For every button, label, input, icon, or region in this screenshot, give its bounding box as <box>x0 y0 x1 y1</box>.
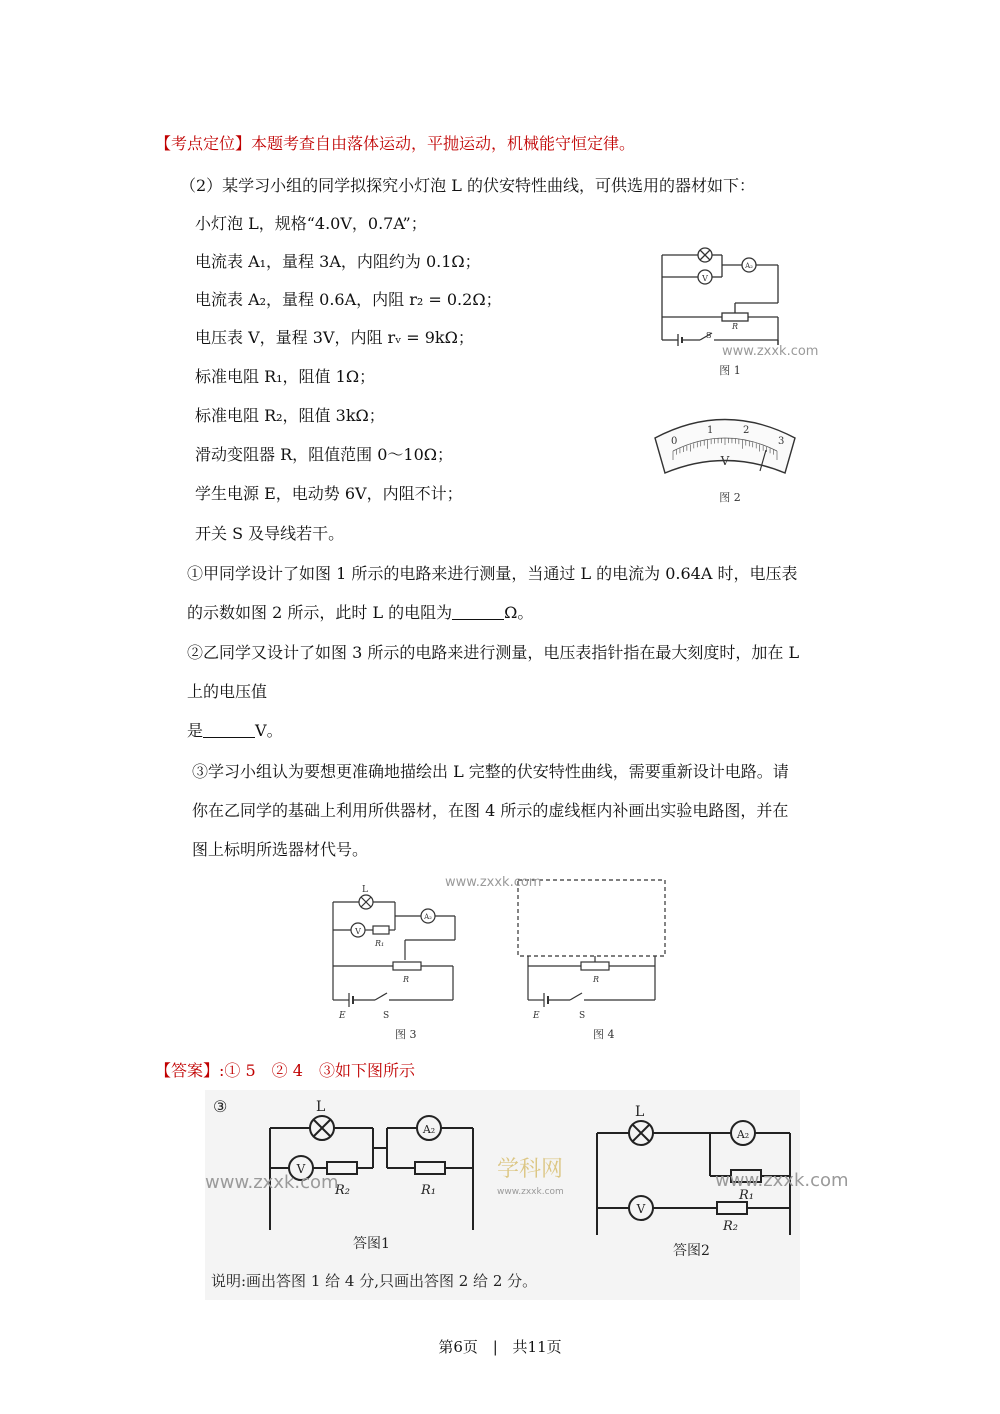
item-rheostat: 滑动变阻器 R，阻值范围 0～10Ω； <box>195 445 454 464</box>
answer-watermark-3: www.zxxk.com <box>715 1170 849 1191</box>
question-2-text: 是 <box>187 721 204 740</box>
fig3-rheostat-label: R <box>403 975 410 984</box>
figure-2-meter <box>645 403 805 508</box>
answer-fig2-ammeter-symbol: A₂ <box>736 1128 750 1141</box>
fig4-source-label: E <box>533 1011 540 1021</box>
fig3-r1-label: R₁ <box>375 939 385 948</box>
answer-fig1-r2-label: R₂ <box>335 1183 350 1198</box>
answer-fig1-caption: 答图1 <box>353 1236 390 1252</box>
item-lamp: 小灯泡 L，规格“4.0V，0.7A”； <box>195 214 427 233</box>
fig3-watermark: www.zxxk.com <box>445 875 542 890</box>
answer-text: ① 5 ② 4 ③如下图所示 <box>224 1061 415 1080</box>
meter-tick-2: 2 <box>743 425 750 436</box>
answer-fig2-voltmeter-symbol: V <box>636 1202 646 1216</box>
answer-figures <box>205 1090 849 1300</box>
question-1-line-2 <box>187 602 533 624</box>
fig1-ammeter-symbol: A₂ <box>745 262 753 270</box>
figure-3-4-circuits <box>325 872 665 1042</box>
fig1-rheostat-label: R <box>731 322 739 331</box>
answer-fig1-r1-label: R₁ <box>421 1183 436 1198</box>
item-switch: 开关 S 及导线若干。 <box>195 524 345 543</box>
item-resistor-r2: 标准电阻 R₂，阻值 3kΩ； <box>195 406 385 425</box>
fig3-caption: 图 3 <box>395 1028 417 1041</box>
answer-note: 说明:画出答图 1 给 4 分,只画出答图 2 给 2 分。 <box>211 1272 538 1290</box>
answer-watermark-cn: 学科网 <box>497 1157 564 1182</box>
item-resistor-r1: 标准电阻 R₁，阻值 1Ω； <box>195 367 376 386</box>
answer-line <box>155 1060 415 1082</box>
item-ammeter-a1: 电流表 A₁，量程 3A，内阻约为 0.1Ω； <box>195 252 481 271</box>
fig3-source-label: E <box>339 1011 346 1021</box>
question-2-line-3 <box>187 720 283 742</box>
problem-intro: （2）某学习小组的同学拟探究小灯泡 L 的伏安特性曲线，可供选用的器材如下： <box>180 176 755 195</box>
item-ammeter-a2: 电流表 A₂，量程 0.6A，内阻 r₂ = 0.2Ω； <box>195 290 502 309</box>
question-3-line-2: 你在乙同学的基础上利用所供器材，在图 4 所示的虚线框内补画出实验电路图，并在 <box>192 801 789 820</box>
fig3-switch-label: S <box>383 1011 390 1021</box>
footer-separator: | <box>492 1338 498 1356</box>
fig4-rheostat-label: R <box>593 975 600 984</box>
answer-part-3-marker: ③ <box>213 1097 228 1116</box>
footer-page-number: 第6页 <box>438 1338 478 1356</box>
fig4-switch-label: S <box>579 1011 586 1021</box>
question-3-line-1: ③学习小组认为要想更准确地描绘出 L 完整的伏安特性曲线，需要重新设计电路。请 <box>192 762 789 781</box>
question-2-unit: V。 <box>255 721 283 740</box>
footer-total-pages: 共11页 <box>512 1338 562 1356</box>
key-point-label: 【考点定位】 <box>155 134 252 153</box>
meter-symbol: V <box>720 454 730 468</box>
answer-fig1-ammeter-symbol: A₂ <box>422 1123 436 1136</box>
answer-watermark-2: www.zxxk.com <box>497 1187 564 1197</box>
question-1-text: 的示数如图 2 所示，此时 L 的电阻为 <box>187 603 453 622</box>
answer-fig2-r2-label: R₂ <box>723 1219 738 1234</box>
question-1-line-1: ①甲同学设计了如图 1 所示的电路来进行测量，当通过 L 的电流为 0.64A 时，电压表 <box>187 564 798 583</box>
fig1-switch-label: S <box>706 331 712 340</box>
question-2-line-1: ②乙同学又设计了如图 3 所示的电路来进行测量，电压表指针指在最大刻度时，加在 L <box>187 643 800 662</box>
question-2-line-2: 上的电压值 <box>187 682 268 701</box>
fig4-caption: 图 4 <box>593 1028 615 1041</box>
answer-fig1-lamp-label: L <box>316 1099 326 1115</box>
answer-fig2-caption: 答图2 <box>673 1243 710 1259</box>
fig2-caption: 图 2 <box>719 491 741 504</box>
meter-tick-1: 1 <box>707 425 714 436</box>
answer-blank-2[interactable] <box>203 721 255 738</box>
question-3-line-3: 图上标明所选器材代号。 <box>192 840 369 859</box>
answer-blank-1[interactable] <box>452 603 504 620</box>
fig3-ammeter-symbol: A₂ <box>424 913 432 921</box>
fig3-lamp-label: L <box>362 885 368 895</box>
meter-tick-0: 0 <box>671 436 678 447</box>
answer-label: 【答案】: <box>155 1061 225 1080</box>
fig1-watermark: www.zxxk.com <box>722 344 819 359</box>
key-point-heading <box>155 133 635 155</box>
meter-tick-3: 3 <box>778 436 785 447</box>
fig1-voltmeter-symbol: V <box>702 274 708 283</box>
answer-watermark-1: www.zxxk.com <box>205 1172 339 1193</box>
key-point-text: 本题考查自由落体运动，平抛运动，机械能守恒定律。 <box>251 134 636 153</box>
answer-fig2-lamp-label: L <box>635 1104 645 1120</box>
page-footer <box>0 1336 1000 1357</box>
answer-fig2-r1-label: R₁ <box>739 1188 754 1203</box>
fig3-voltmeter-symbol: V <box>355 927 361 936</box>
item-power-supply: 学生电源 E，电动势 6V，内阻不计； <box>195 484 463 503</box>
fig1-caption: 图 1 <box>719 364 741 377</box>
question-1-unit: Ω。 <box>504 603 534 622</box>
item-voltmeter: 电压表 V，量程 3V，内阻 rᵥ = 9kΩ； <box>195 328 474 347</box>
figure-1-circuit <box>650 235 819 380</box>
answer-fig1-voltmeter-symbol: V <box>296 1162 306 1176</box>
